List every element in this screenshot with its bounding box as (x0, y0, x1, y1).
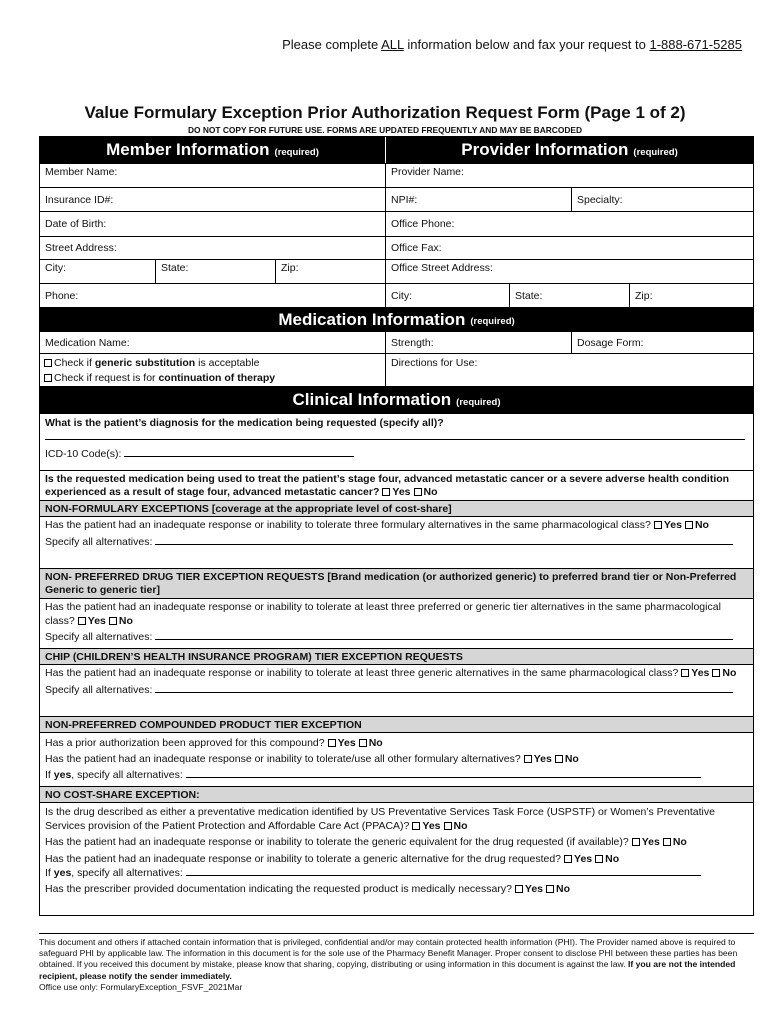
chip-section: Has the patient had an inadequate response or inability to tolerate at least three generic alternatives in the same pharmacological class? Yes No Specify all alternatives: (45, 667, 737, 696)
nocost-alternatives-line[interactable] (186, 866, 701, 876)
generic-substitution-checkbox[interactable] (44, 359, 52, 367)
nocost-q4-no-checkbox[interactable] (546, 885, 554, 893)
compounded-q1-yes-checkbox[interactable] (328, 739, 336, 747)
fax-text-2: information below and fax your request to (403, 37, 650, 52)
nonformulary-section: Has the patient had an inadequate response or inability to tolerate three formulary alternatives in the same pharmacological class? Yes No Specify all alternatives: (40, 517, 753, 568)
diagnosis-input-line[interactable] (45, 430, 745, 440)
specialty-field[interactable]: Specialty: (571, 188, 753, 211)
chip-question: Has the patient had an inadequate response or inability to tolerate at least three generic alternatives in the same pharmacological class? (45, 667, 679, 679)
icd-label: ICD-10 Code(s): (45, 448, 122, 460)
medication-info-header: Medication Information (required) (40, 308, 753, 331)
fax-number: 1-888-671-5285 (649, 37, 742, 52)
member-city-field[interactable]: City: (45, 262, 66, 274)
chip-no-checkbox[interactable] (712, 669, 720, 677)
nonformulary-question: Has the patient had an inadequate response or inability to tolerate three formulary alternatives in the same pharmacological class? (45, 519, 651, 531)
continuation-of-therapy-option[interactable]: Check if request is for continuation of therapy (44, 371, 381, 386)
nocost-q3-yes-checkbox[interactable] (564, 855, 572, 863)
compounded-header: NON-PREFERRED COMPOUNDED PRODUCT TIER EXCEPTION (40, 717, 753, 732)
icd-input-line[interactable] (124, 447, 354, 457)
provider-state-field[interactable]: State: (509, 284, 629, 307)
chip-yes-checkbox[interactable] (681, 669, 689, 677)
medication-name-field[interactable]: Medication Name: (45, 336, 130, 349)
cancer-question: Is the requested medication being used to treat the patient’s stage four, advanced metastatic cancer or a severe adverse health condition experienced as a result of stage four, advanced metastatic cancer? (45, 473, 730, 498)
nonpreferred-no-checkbox[interactable] (109, 617, 117, 625)
generic-substitution-option[interactable]: Check if generic substitution is acceptable (44, 356, 381, 371)
fax-text: Please complete (282, 37, 382, 52)
form-subtitle: DO NOT COPY FOR FUTURE USE. FORMS ARE UPDATED FREQUENTLY AND MAY BE BARCODED (187, 125, 583, 135)
nonpreferred-section: Has the patient had an inadequate response or inability to tolerate at least three preferred or generic tier alternatives in the same pharmacological class? Yes No Specify all alternatives: (40, 599, 753, 648)
specify-label: Specify all alternatives: (45, 535, 153, 548)
provider-info-header: Provider Information (required) (385, 137, 753, 163)
member-phone-field[interactable]: Phone: (45, 289, 79, 302)
continuation-checkbox[interactable] (44, 374, 52, 382)
confidentiality-footer (39, 933, 754, 993)
nocost-q4-yes-checkbox[interactable] (515, 885, 523, 893)
nocost-question-2: Has the patient had an inadequate response or inability to tolerate the generic equivalent for the drug requested (if available)? (45, 836, 629, 848)
compounded-section: Has a prior authorization been approved for this compound? Yes No Has the patient had an inadequate response or inability to tolerate/use all other formulary alternatives? Yes No If yes, specify all alternatives: (40, 733, 753, 786)
nocost-q2-no-checkbox[interactable] (663, 838, 671, 846)
nocost-q1-no-checkbox[interactable] (444, 822, 452, 830)
diagnosis-section (40, 414, 753, 470)
specify-label: Specify all alternatives: (45, 683, 153, 696)
fax-all-emphasis: ALL (381, 37, 404, 52)
chip-header: CHIP (CHILDREN’S HEALTH INSURANCE PROGRAM) TIER EXCEPTION REQUESTS (40, 649, 753, 664)
compounded-q2-yes-checkbox[interactable] (524, 755, 532, 763)
nocost-q3-no-checkbox[interactable] (595, 855, 603, 863)
nonformulary-alternatives-line[interactable] (155, 535, 733, 545)
office-street-address-field[interactable]: Office Street Address: (385, 260, 753, 283)
npi-field[interactable]: NPI#: (385, 188, 571, 211)
date-of-birth-field[interactable]: Date of Birth: (45, 218, 107, 230)
nonpreferred-question: Has the patient had an inadequate response or inability to tolerate at least three preferred or generic tier alternatives in the same pharmacological class? (45, 601, 721, 627)
medication-options (40, 354, 385, 386)
compounded-question-1: Has a prior authorization been approved for this compound? (45, 737, 325, 749)
member-zip-field[interactable]: Zip: (275, 260, 385, 283)
compounded-alternatives-line[interactable] (186, 768, 701, 778)
nonformulary-header: NON-FORMULARY EXCEPTIONS [coverage at the appropriate level of cost-share] (40, 501, 753, 516)
nocost-q2-yes-checkbox[interactable] (632, 838, 640, 846)
dosage-form-field[interactable]: Dosage Form: (571, 332, 753, 353)
nonformulary-no-checkbox[interactable] (685, 521, 693, 529)
compounded-q2-no-checkbox[interactable] (555, 755, 563, 763)
directions-for-use-field[interactable]: Directions for Use: (385, 354, 753, 386)
nocost-q1-yes-checkbox[interactable] (412, 822, 420, 830)
nonpreferred-alternatives-line[interactable] (155, 630, 733, 640)
nonpreferred-yes-checkbox[interactable] (78, 617, 86, 625)
member-state-field[interactable]: State: (155, 260, 275, 283)
cancer-question-row: Is the requested medication being used to treat the patient’s stage four, advanced metastatic cancer or a severe adverse health condition experienced as a result of stage four, advanced metastatic cancer? Yes No (45, 473, 730, 498)
prior-authorization-form (39, 136, 754, 916)
nocost-question-4: Has the prescriber provided documentation indicating the requested product is medically necessary? (45, 882, 512, 895)
form-title: Value Formulary Exception Prior Authorization Request Form (Page 1 of 2) (84, 103, 686, 122)
member-info-header: Member Information (required) (40, 137, 385, 163)
diagnosis-question: What is the patient’s diagnosis for the medication being requested (specify all)? (45, 417, 444, 429)
street-address-field[interactable]: Street Address: (45, 242, 117, 254)
cancer-yes-checkbox[interactable] (382, 488, 390, 496)
member-name-field[interactable]: Member Name: (45, 166, 118, 178)
chip-alternatives-line[interactable] (155, 683, 733, 693)
recipient-warning: If you are not the intended recipient, please notify the sender immediately. (39, 959, 736, 981)
office-use-code: Office use only: FormularyException_FSVF_2021Mar (39, 981, 243, 992)
provider-zip-field[interactable]: Zip: (629, 284, 753, 307)
no-cost-share-section: Is the drug described as either a preventative medication identified by US Preventative Services Task Force (USPSTF) or Women’s Preventative Services provision of the Patient Protection and Affordable Care Act (PPACA)? Yes No Has the patient had an inadequate response or inability to tolerate the generic equivalent for the drug requested (if available)? Yes No Has the patient had an inadequate response or inability to tolerate a generic alternative for the drug requested? Yes No If yes, specify all alternatives: Has the prescriber provided documentation indicating the requested product is medically necessary? Yes No (45, 806, 715, 895)
compounded-question-2: Has the patient had an inadequate response or inability to tolerate/use all other formulary alternatives? (45, 753, 521, 765)
confidentiality-notice: This document and others if attached contain information that is privileged, confidential and/or may contain protected health information (PHI). The Provider named above is required to safeguard PHI by applicable law. The information in this document is for the sole use of the Pharmacy Benefit Manager. Proper consent to disclose PHI between these parties has been obtained. If you received this document by mistake, please know that sharing, copying, distributing or using information in this document is against the law. (39, 937, 738, 970)
nocost-question-1: Is the drug described as either a preventative medication identified by US Preventative Services Task Force (USPSTF) or Women’s Preventative Services provision of the Patient Protection and Affordable Care Act (PPACA)? (45, 806, 715, 832)
cancer-no-checkbox[interactable] (414, 488, 422, 496)
fax-instruction (0, 37, 742, 52)
compounded-q1-no-checkbox[interactable] (359, 739, 367, 747)
office-fax-field[interactable]: Office Fax: (385, 237, 753, 259)
provider-name-field[interactable]: Provider Name: (385, 164, 753, 187)
insurance-id-field[interactable]: Insurance ID#: (45, 193, 114, 206)
nocost-question-3: Has the patient had an inadequate response or inability to tolerate a generic alternative for the drug requested? (45, 852, 562, 865)
specify-label: Specify all alternatives: (45, 631, 153, 643)
clinical-info-header: Clinical Information (required) (40, 387, 753, 413)
no-cost-share-header: NO COST-SHARE EXCEPTION: (40, 787, 753, 802)
nonformulary-yes-checkbox[interactable] (654, 521, 662, 529)
provider-city-field[interactable]: City: (385, 284, 509, 307)
office-phone-field[interactable]: Office Phone: (385, 212, 753, 236)
nonpreferred-header: NON- PREFERRED DRUG TIER EXCEPTION REQUESTS [Brand medication (or authorized generic) to preferred brand tier or Non-Preferred Generic to generic tier] (40, 569, 753, 598)
strength-field[interactable]: Strength: (385, 332, 571, 353)
